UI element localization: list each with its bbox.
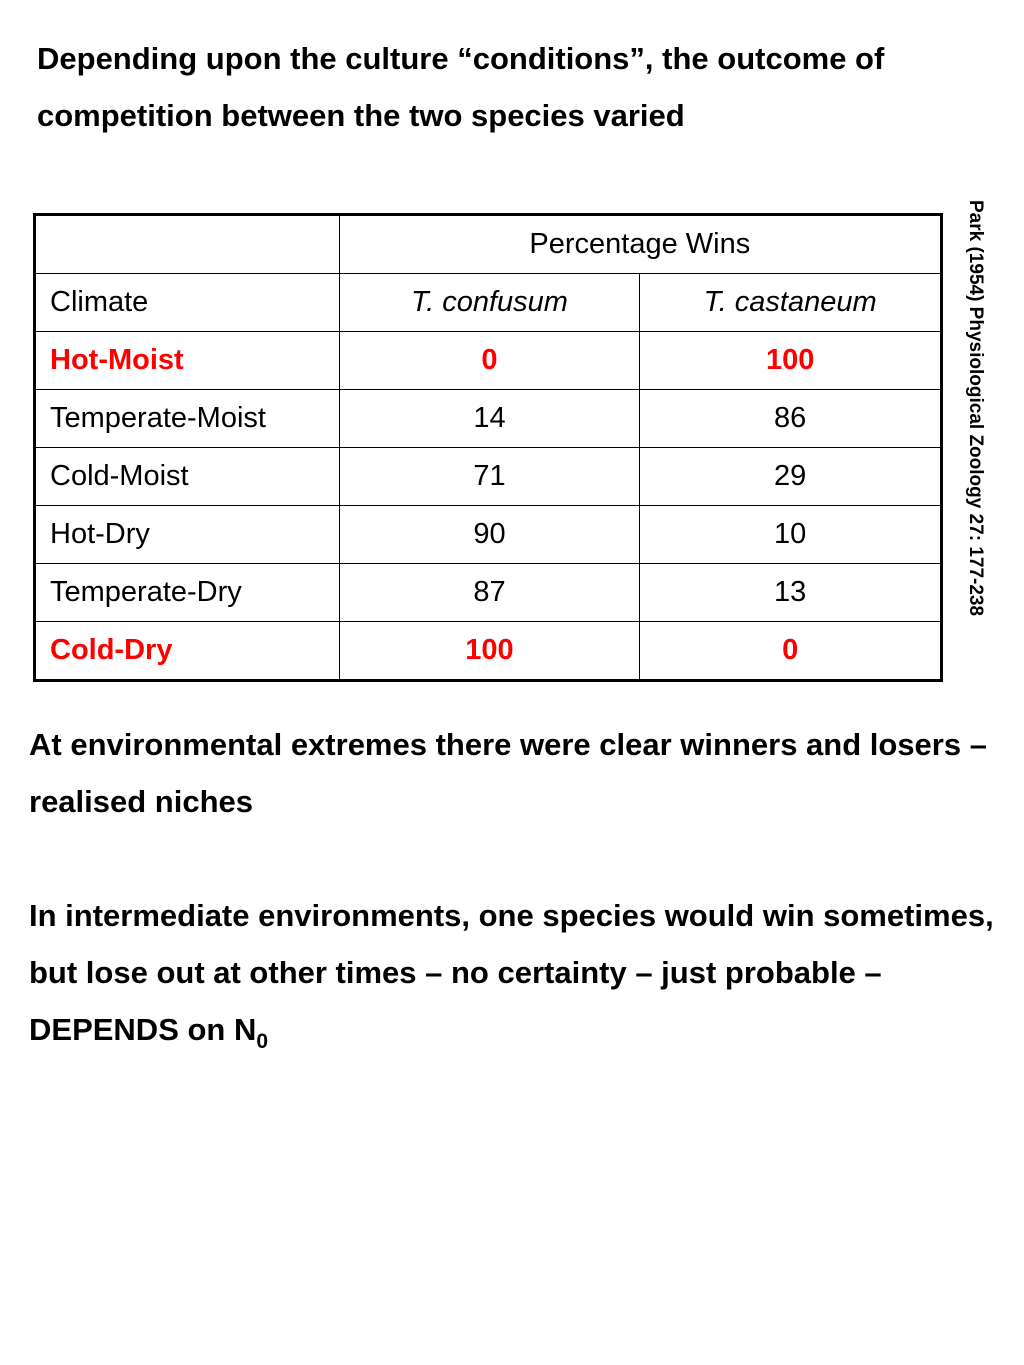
climate-cell: Hot-Moist	[35, 332, 340, 390]
page-heading: Depending upon the culture “conditions”, the outcome of competition between the two species varied	[37, 41, 885, 133]
climate-cell: Temperate-Moist	[35, 390, 340, 448]
table-row	[35, 390, 942, 448]
header-group-percentage-wins: Percentage Wins	[339, 215, 941, 274]
t-confusum-cell: 0	[339, 332, 640, 390]
table-row	[35, 622, 942, 681]
table-row	[35, 332, 942, 390]
t-confusum-cell: 71	[339, 448, 640, 506]
t-confusum-cell: 14	[339, 390, 640, 448]
climate-cell: Cold-Moist	[35, 448, 340, 506]
citation-text: Park (1954) Physiological Zoology 27: 177-238	[965, 200, 986, 617]
table-row	[35, 564, 942, 622]
paragraph-intermediate	[29, 887, 1004, 1070]
t-castaneum-cell: 29	[640, 448, 942, 506]
column-header-t-castaneum: T. castaneum	[640, 274, 942, 332]
t-castaneum-cell: 10	[640, 506, 942, 564]
climate-cell: Hot-Dry	[35, 506, 340, 564]
percentage-wins-table	[33, 213, 943, 672]
column-header-climate: Climate	[35, 274, 340, 332]
paragraph-extremes: At environmental extremes there were clear winners and losers – realised niches	[29, 727, 987, 819]
t-castaneum-cell: 0	[640, 622, 942, 681]
t-confusum-cell: 87	[339, 564, 640, 622]
t-confusum-cell: 90	[339, 506, 640, 564]
n-zero-subscript: 0	[256, 1030, 269, 1053]
column-header-t-confusum: T. confusum	[339, 274, 640, 332]
t-castaneum-cell: 13	[640, 564, 942, 622]
t-castaneum-cell: 100	[640, 332, 942, 390]
paragraph-intermediate-text: In intermediate environments, one species would win sometimes, but lose out at other times – no certainty – just probable – DEPENDS on N	[29, 898, 994, 1047]
table-row	[35, 448, 942, 506]
climate-cell: Temperate-Dry	[35, 564, 340, 622]
t-confusum-cell: 100	[339, 622, 640, 681]
table-row	[35, 506, 942, 564]
table-column-header-row	[35, 274, 942, 332]
climate-cell: Cold-Dry	[35, 622, 340, 681]
results-table	[33, 213, 943, 682]
t-castaneum-cell: 86	[640, 390, 942, 448]
empty-header-cell	[35, 215, 340, 274]
table-header-group-row	[35, 215, 942, 274]
